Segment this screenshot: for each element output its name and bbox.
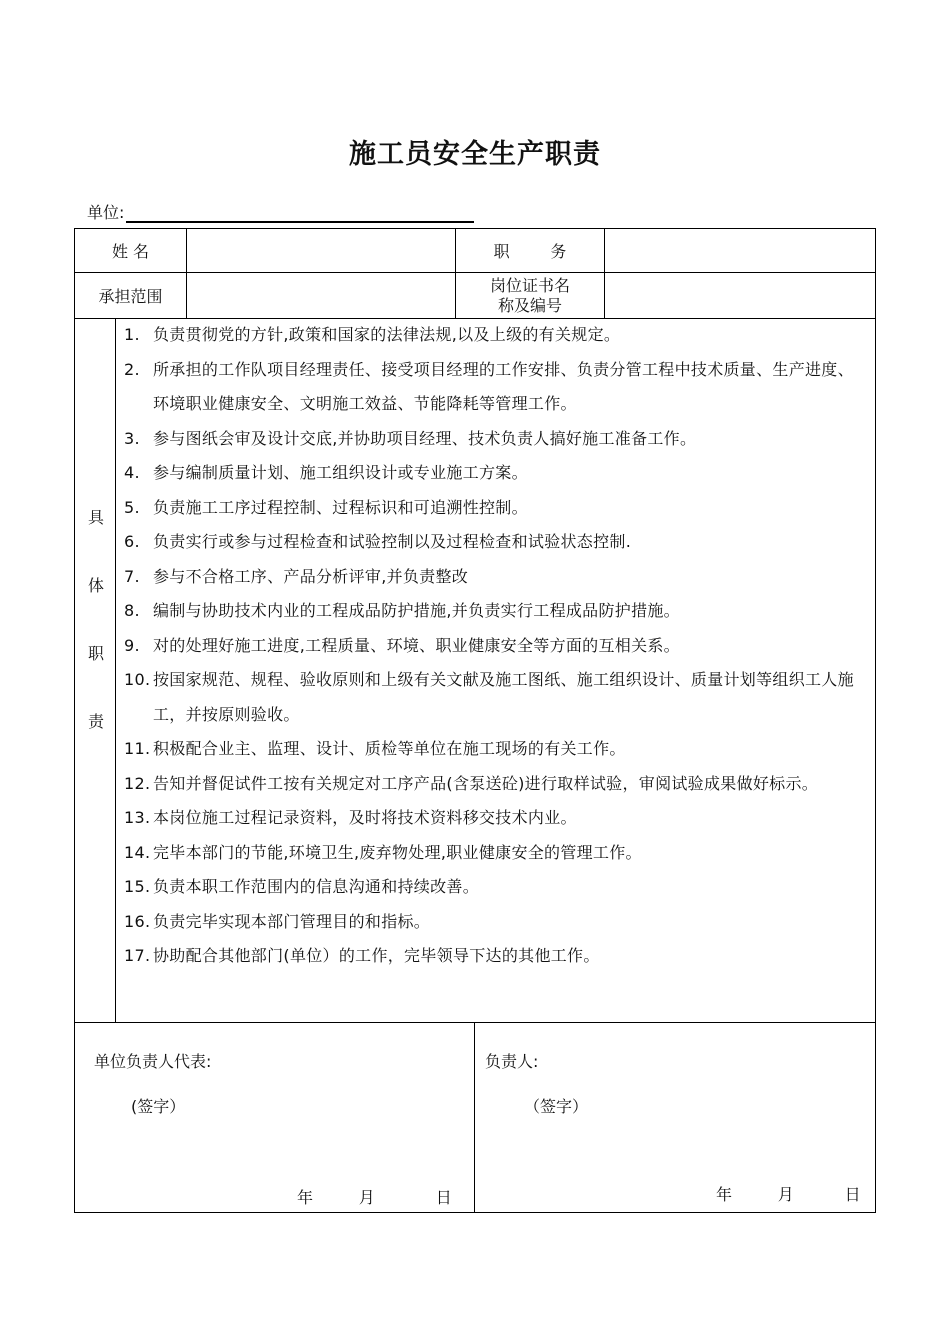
duty-text: 参与编制质量计划、施工组织设计或专业施工方案。	[153, 463, 528, 482]
scope-label: 承担范围	[98, 287, 163, 306]
duty-number: 1.	[124, 325, 140, 344]
duty-text: 本岗位施工过程记录资料，及时将技术资料移交技术内业。	[153, 808, 577, 827]
duty-item	[122, 318, 870, 353]
duty-text: 负责施工工序过程控制、过程标识和可追溯性控制。	[153, 497, 528, 517]
certificate-label-line1: 岗位证书名	[489, 275, 570, 295]
side-char: 体	[87, 576, 104, 595]
duty-number: 13.	[124, 808, 151, 827]
side-char: 职	[87, 644, 104, 663]
duty-number: 6.	[124, 532, 140, 551]
duty-number: 9.	[124, 635, 140, 655]
duty-item	[122, 939, 870, 974]
certificate-label-line2: 称及编号	[497, 295, 562, 315]
name-input-cell[interactable]	[187, 229, 455, 272]
duty-item	[122, 663, 870, 732]
duty-text: 对的处理好施工进度,工程质量、环境、职业健康安全等方面的互相关系。	[153, 635, 680, 655]
unit-blank-line[interactable]	[126, 203, 474, 223]
duty-text: 参与不合格工序、产品分析评审,并负责整改	[153, 566, 469, 586]
duty-item	[122, 525, 870, 560]
side-char: 责	[87, 712, 104, 731]
unit-representative-signature[interactable]: (签字）	[131, 1097, 186, 1116]
duty-text: 所承担的工作队项目经理责任、接受项目经理的工作安排、负责分管工程中技术质量、生产进度、环境职业健康安全、文明施工效益、节能降耗等管理工作。	[153, 359, 854, 413]
unit-field	[87, 200, 474, 223]
duty-text: 按国家规范、规程、验收原则和上级有关文献及施工图纸、施工组织设计、质量计划等组织工人施工，并按原则验收。	[153, 670, 854, 724]
duty-item	[122, 456, 870, 491]
duty-number: 15.	[124, 877, 151, 896]
duty-number: 2.	[124, 359, 140, 379]
unit-representative-date[interactable]: 年 月 日	[297, 1188, 452, 1207]
duty-item	[122, 560, 870, 595]
duty-number: 4.	[124, 463, 140, 482]
duty-item	[122, 353, 870, 422]
duties-list	[122, 318, 870, 974]
page-title: 施工员安全生产职责	[349, 139, 601, 170]
position-input-cell[interactable]	[605, 229, 875, 272]
duty-text: 编制与协助技术内业的工程成品防护措施,并负责实行工程成品防护措施。	[153, 601, 680, 620]
duty-item	[122, 767, 870, 802]
duty-item	[122, 801, 870, 836]
duties-side-label	[78, 500, 114, 772]
duty-item	[122, 491, 870, 526]
duty-number: 7.	[124, 566, 140, 586]
duty-text: 负责实行或参与过程检查和试验控制以及过程检查和试验状态控制.	[153, 532, 632, 551]
duty-item	[122, 422, 870, 457]
column-divider	[474, 1022, 475, 1213]
duty-number: 10.	[124, 670, 151, 689]
duty-number: 5.	[124, 497, 140, 517]
unit-representative-label: 单位负责人代表:	[94, 1052, 212, 1071]
responsible-person-label: 负责人:	[485, 1052, 539, 1071]
duty-text: 负责完毕实现本部门管理目的和指标。	[153, 911, 431, 931]
duty-text: 积极配合业主、监理、设计、质检等单位在施工现场的有关工作。	[153, 739, 626, 758]
duty-text: 负责本职工作范围内的信息沟通和持续改善。	[153, 877, 480, 896]
duty-number: 3.	[124, 428, 140, 448]
duty-text: 负责贯彻党的方针,政策和国家的法律法规,以及上级的有关规定。	[153, 325, 621, 344]
duty-text: 完毕本部门的节能,环境卫生,废弃物处理,职业健康安全的管理工作。	[153, 842, 642, 862]
duty-number: 12.	[124, 773, 151, 793]
duty-item	[122, 836, 870, 871]
column-divider	[115, 318, 116, 1022]
duty-item	[122, 629, 870, 664]
unit-label: 单位:	[87, 203, 125, 222]
duty-item	[122, 905, 870, 940]
duty-number: 17.	[124, 946, 151, 965]
duty-text: 告知并督促试件工按有关规定对工序产品(含泵送砼)进行取样试验，审阅试验成果做好标示。	[153, 773, 819, 793]
duty-item	[122, 732, 870, 767]
certificate-input-cell[interactable]	[605, 273, 875, 318]
scope-input-cell[interactable]	[187, 273, 455, 318]
duty-number: 8.	[124, 601, 140, 620]
duty-text: 参与图纸会审及设计交底,并协助项目经理、技术负责人搞好施工准备工作。	[153, 428, 697, 448]
certificate-label	[456, 273, 604, 318]
side-char: 具	[87, 508, 104, 527]
duty-text: 协助配合其他部门(单位）的工作，完毕领导下达的其他工作。	[153, 946, 600, 965]
duty-number: 14.	[124, 842, 151, 862]
duty-number: 16.	[124, 911, 151, 931]
duty-item	[122, 594, 870, 629]
duty-number: 11.	[124, 739, 151, 758]
responsible-person-date[interactable]: 年 月 日	[716, 1185, 861, 1204]
name-label: 姓 名	[111, 242, 150, 261]
row-divider	[74, 1022, 876, 1023]
duty-item	[122, 870, 870, 905]
position-label: 职 务	[493, 242, 567, 261]
responsible-person-signature[interactable]: （签字）	[524, 1097, 589, 1116]
